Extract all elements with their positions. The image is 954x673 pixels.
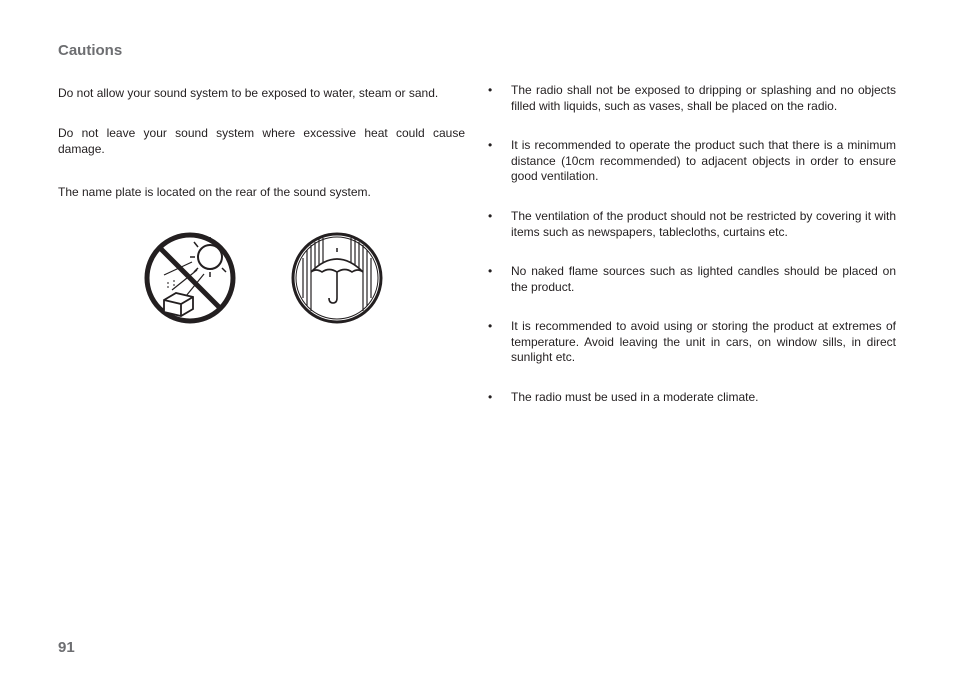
keep-dry-umbrella-icon [289, 230, 385, 326]
list-item [488, 209, 896, 240]
list-item [488, 138, 896, 185]
bullet-marker: • [488, 83, 493, 97]
list-item [488, 264, 896, 295]
page-number: 91 [58, 639, 75, 656]
page-heading: Cautions [58, 42, 123, 59]
list-item [488, 319, 896, 366]
bullet-text: The radio shall not be exposed to dripping or splashing and no objects filled with liquids, such as vases, shall be placed on the radio. [511, 83, 896, 113]
bullet-marker: • [488, 390, 493, 404]
caution-paragraph-water: Do not allow your sound system to be exposed to water, steam or sand. [58, 86, 439, 100]
bullet-marker: • [488, 319, 493, 333]
bullet-text: The ventilation of the product should not be restricted by covering it with items such as newspapers, tablecloths, curtains etc. [511, 209, 896, 239]
list-item [488, 83, 896, 114]
bullet-text: It is recommended to avoid using or storing the product at extremes of temperature. Avoid leaving the unit in cars, on window sills, in direct sunlight etc. [511, 319, 896, 364]
list-item [488, 390, 896, 406]
bullet-marker: • [488, 264, 493, 278]
bullet-marker: • [488, 138, 493, 152]
bullet-marker: • [488, 209, 493, 223]
caution-paragraph-heat: Do not leave your sound system where excessive heat could cause damage. [58, 126, 465, 156]
no-heat-sun-icon [142, 230, 238, 326]
bullet-text: The radio must be used in a moderate climate. [511, 390, 759, 404]
bullet-text: No naked flame sources such as lighted candles should be placed on the product. [511, 264, 896, 294]
caution-icons [140, 230, 390, 330]
bullet-text: It is recommended to operate the product such that there is a minimum distance (10cm recommended) to adjacent objects in order to ensure good ventilation. [511, 138, 896, 183]
caution-paragraph-nameplate: The name plate is located on the rear of the sound system. [58, 185, 371, 199]
